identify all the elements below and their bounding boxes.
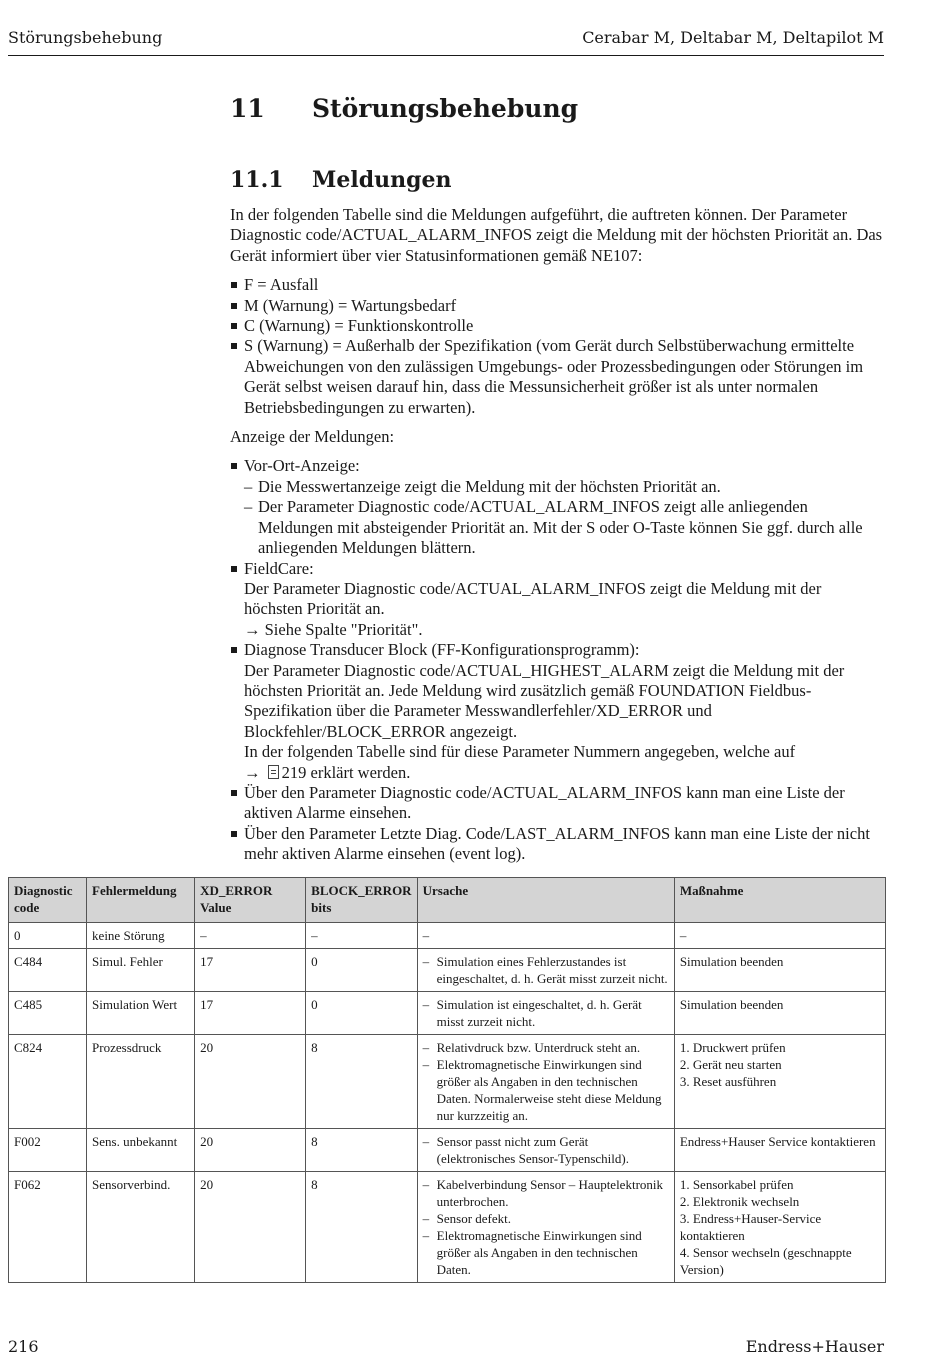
cell-action [674, 923, 885, 949]
cell-code: C485 [9, 992, 87, 1035]
table-header-row [9, 878, 886, 923]
cause-item: – Simulation eines Fehlerzustandes ist eingeschaltet, d. h. Gerät misst zurzeit nicht. [423, 953, 669, 987]
footer-brand: Endress+Hauser [745, 1337, 884, 1356]
table-row [9, 1129, 886, 1172]
cell-cause [417, 1035, 674, 1129]
cell-action [674, 992, 885, 1035]
header-divider [8, 55, 884, 56]
cell-message: Simulation Wert [87, 992, 195, 1035]
cause-item: – Elektromagnetische Einwirkungen sind größer als Angaben in den technischen Daten. [423, 1227, 669, 1278]
chapter-title: Störungsbehebung [312, 94, 579, 123]
diagnostic-table [8, 877, 886, 1283]
cell-action [674, 1035, 885, 1129]
action-item: 4. Sensor wechseln (geschnappte Version) [679, 1245, 852, 1277]
cell-xd-error: 17 [195, 949, 306, 992]
cell-block-error: 8 [306, 1035, 417, 1129]
table-row [9, 992, 886, 1035]
cell-block-error: 0 [306, 992, 417, 1035]
display-item-fieldcare [230, 559, 884, 641]
display-item-vorort [230, 456, 884, 558]
cell-block-error: – [306, 923, 417, 949]
arrow-right-icon: → [244, 762, 261, 782]
section-heading [230, 165, 451, 195]
cause-text: – [422, 928, 430, 943]
running-header-product: Cerabar M, Deltabar M, Deltapilot M [582, 28, 884, 47]
cause-item: – Sensor passt nicht zum Gerät (elektronisches Sensor-Typenschild). [423, 1133, 669, 1167]
cell-code: 0 [9, 923, 87, 949]
cause-list [423, 1133, 669, 1167]
cause-item: – Relativdruck bzw. Unterdruck steht an. [423, 1039, 669, 1056]
cell-block-error: 0 [306, 949, 417, 992]
status-item-m: M (Warnung) = Wartungsbedarf [230, 296, 884, 316]
col-header-cause: Ursache [417, 878, 674, 923]
table-row [9, 923, 886, 949]
page-number: 216 [8, 1337, 39, 1356]
action-item: 1. Sensorkabel prüfen [679, 1177, 794, 1192]
cell-action [674, 949, 885, 992]
cell-code: F062 [9, 1172, 87, 1283]
cell-block-error: 8 [306, 1129, 417, 1172]
cell-code: C824 [9, 1035, 87, 1129]
display-intro: Anzeige der Meldungen: [230, 427, 395, 447]
display-item-actual-alarm: Über den Parameter Diagnostic code/ACTUAL_ALARM_INFOS kann man eine Liste der aktiven Alarme einsehen. [230, 783, 884, 824]
display-item-transducer [230, 640, 884, 783]
body-text [230, 205, 884, 874]
cell-xd-error: 17 [195, 992, 306, 1035]
cause-item: – Sensor defekt. [423, 1210, 669, 1227]
cell-xd-error: – [195, 923, 306, 949]
cell-cause [417, 949, 674, 992]
cell-message: Sens. unbekannt [87, 1129, 195, 1172]
cause-item: – Elektromagnetische Einwirkungen sind größer als Angaben in den technischen Daten. Normalerweise steht diese Meldung nur kurzzeitig an. [423, 1056, 669, 1124]
cell-cause [417, 992, 674, 1035]
status-list [230, 275, 884, 418]
transducer-text-2: In der folgenden Tabelle sind für diese Parameter Nummern angegeben, welche auf [244, 742, 796, 762]
action-item: 2. Gerät neu starten [679, 1057, 782, 1072]
table-row [9, 949, 886, 992]
action-item: 3. Reset ausführen [679, 1074, 777, 1089]
vorort-sub-item: – Der Parameter Diagnostic code/ACTUAL_ALARM_INFOS zeigt alle anliegenden Meldungen mit absteigender Priorität an. Mit der S oder O-Taste können Sie ggf. durch alle anliegenden Meldungen blättern. [244, 497, 884, 558]
page-reference-link[interactable]: 219 erklärt werden. [281, 762, 411, 782]
cell-xd-error: 20 [195, 1035, 306, 1129]
action-item: – [679, 928, 687, 943]
table-row [9, 1172, 886, 1283]
cause-item: – Simulation ist eingeschaltet, d. h. Gerät misst zurzeit nicht. [423, 996, 669, 1030]
cause-list [423, 996, 669, 1030]
transducer-text: Der Parameter Diagnostic code/ACTUAL_HIGHEST_ALARM zeigt die Meldung mit der höchsten Priorität an. Jede Meldung wird zusätzlich gemäß FOUNDATION Fieldbus-Spezifikation über die Parameter Messwandlerfehler/XD_ERROR und Blockfehler/BLOCK_ERROR angezeigt. [244, 660, 845, 741]
fieldcare-text: Der Parameter Diagnostic code/ACTUAL_ALARM_INFOS zeigt die Meldung mit der höchsten Priorität an. [244, 578, 822, 619]
cell-cause [417, 923, 674, 949]
section-number: 11.1 [230, 167, 284, 193]
col-header-action: Maßnahme [674, 878, 885, 923]
cell-action [674, 1172, 885, 1283]
intro-paragraph: In der folgenden Tabelle sind die Meldungen aufgeführt, die auftreten können. Der Parameter Diagnostic code/ACTUAL_ALARM_INFOS zeigt die Meldung mit der höchsten Priorität an. Das Gerät informiert über vier Statusinformationen gemäß NE107: [230, 205, 883, 265]
action-item: Simulation beenden [679, 997, 784, 1012]
cell-cause [417, 1129, 674, 1172]
cause-list [423, 953, 669, 987]
col-header-code: Diagnostic code [9, 878, 87, 923]
status-item-f: F = Ausfall [230, 275, 884, 295]
transducer-title: Diagnose Transducer Block (FF-Konfigurationsprogramm): [244, 640, 640, 660]
running-header-section: Störungsbehebung [8, 28, 163, 47]
col-header-xd-error: XD_ERROR Value [195, 878, 306, 923]
cell-action [674, 1129, 885, 1172]
display-list [230, 456, 884, 864]
table-body [9, 923, 886, 1283]
cell-cause [417, 1172, 674, 1283]
fieldcare-ref: → Siehe Spalte "Priorität". [244, 619, 423, 639]
action-item: 2. Elektronik wechseln [679, 1194, 800, 1209]
section-title: Meldungen [312, 167, 452, 193]
cell-message: Simul. Fehler [87, 949, 195, 992]
status-item-s: S (Warnung) = Außerhalb der Spezifikation (vom Gerät durch Selbstüberwachung ermittelte Abweichungen von den zulässigen Umgebungs- oder Prozessbedingungen oder Störungen im Gerät selbst weisen darauf hin, dass die Messunsicherheit größer ist als unter normalen Betriebsbedingungen zu erwarten). [230, 336, 884, 418]
cell-message: Sensorverbind. [87, 1172, 195, 1283]
table-row [9, 1035, 886, 1129]
display-item-last-alarm: Über den Parameter Letzte Diag. Code/LAST_ALARM_INFOS kann man eine Liste der nicht mehr aktiven Alarme einsehen (event log). [230, 824, 884, 865]
transducer-ref [244, 763, 884, 783]
vorort-sub-item: – Die Messwertanzeige zeigt die Meldung mit der höchsten Priorität an. [244, 477, 884, 497]
cause-list [423, 1176, 669, 1278]
cell-message: keine Störung [87, 923, 195, 949]
status-item-c: C (Warnung) = Funktionskontrolle [230, 316, 884, 336]
cell-block-error: 8 [306, 1172, 417, 1283]
cell-code: F002 [9, 1129, 87, 1172]
action-item: 3. Endress+Hauser-Service kontaktieren [679, 1211, 822, 1243]
action-item: Simulation beenden [679, 954, 784, 969]
vorort-title: Vor-Ort-Anzeige: [244, 456, 360, 476]
col-header-message: Fehlermeldung [87, 878, 195, 923]
cell-message: Prozessdruck [87, 1035, 195, 1129]
chapter-number: 11 [230, 94, 265, 123]
cell-code: C484 [9, 949, 87, 992]
cell-xd-error: 20 [195, 1129, 306, 1172]
chapter-heading [230, 92, 578, 126]
vorort-sublist [244, 477, 884, 559]
cause-list [423, 1039, 669, 1124]
fieldcare-title: FieldCare: [244, 558, 314, 578]
action-item: 1. Druckwert prüfen [679, 1040, 786, 1055]
cell-xd-error: 20 [195, 1172, 306, 1283]
cause-item: – Kabelverbindung Sensor – Hauptelektronik unterbrochen. [423, 1176, 669, 1210]
page-reference-icon [268, 765, 279, 779]
action-item: Endress+Hauser Service kontaktieren [679, 1134, 876, 1149]
col-header-block-error: BLOCK_ERROR bits [306, 878, 417, 923]
